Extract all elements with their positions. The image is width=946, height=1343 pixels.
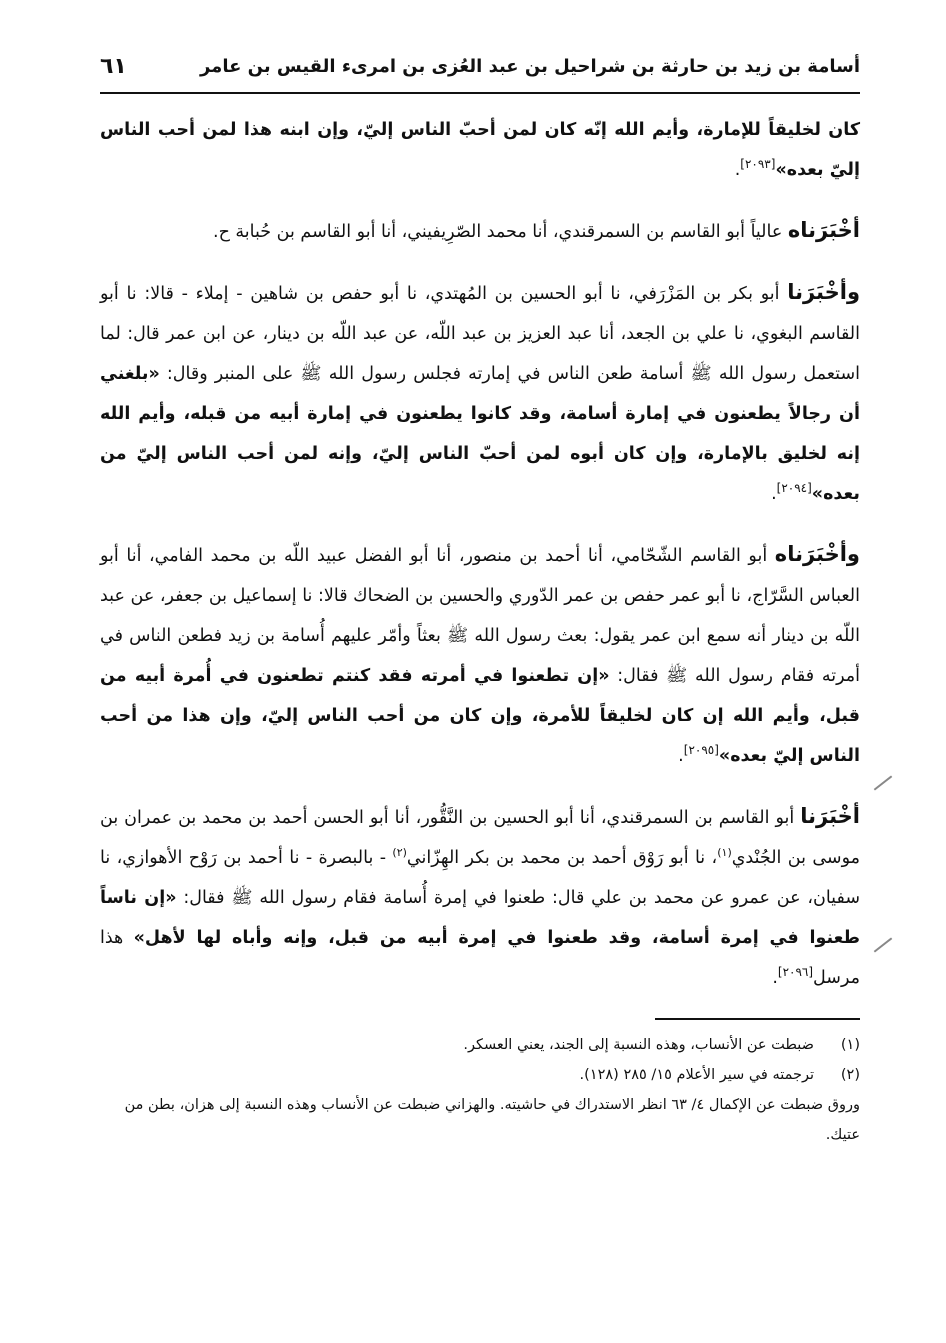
- isnad-text: أبو القاسم الشّحّامي، أنا أحمد بن منصور، أنا أبو الفضل عبيد اللّه بن محمد الفامي، أنا أبو العباس السَّرّاج، نا أبو عمر حفص بن عمر الدّوري والحسين بن الضحاك قالا: نا إسماعيل بن جعفر، عن عبد اللّه بن دينار أنه سمع ابن عمر يقول: بعث رسول الله ﷺ بعثاً وأمّر عليهم أُسامة بن زيد فطعن الناس في أمرته فقام رسول الله ﷺ فقال:: [100, 546, 860, 686]
- paragraph-end: .: [734, 160, 741, 180]
- footnote-text: ترجمته في سير الأعلام ١٥/ ٢٨٥ (١٢٨).: [579, 1067, 814, 1083]
- hadith-text: كان لخليقاً للإمارة، وأيم الله إنّه كان لمن أحبّ الناس إليّ، وإن ابنه هذا لمن أحب الناس إليّ بعده»: [100, 120, 860, 180]
- margin-pencil-mark: [874, 937, 893, 952]
- page-number: ٦١: [100, 54, 127, 79]
- footnotes: [100, 1030, 860, 1150]
- body-text: [100, 110, 860, 998]
- footnote-continuation: وروق ضبطت عن الإكمال ٤/ ٦٣ انظر الاستدراك في حاشيته. والهزاني ضبطت عن الأنساب وهذه النسبة إلى هزان، بطن من عتيك.: [124, 1097, 860, 1143]
- isnad-lead: أخْبَرَناه: [787, 218, 860, 242]
- footnote-marker-2: (٢): [392, 846, 407, 860]
- paragraph-5: [100, 796, 860, 998]
- isnad-text: أبو القاسم بن السمرقندي، أنا أبو الحسين بن النَّقُّور، أنا أبو الحسن أحمد بن محمد بن عمران بن موسى بن الجُنْدي: [100, 808, 861, 868]
- paragraph-end: .: [678, 746, 684, 766]
- paragraph-2: [100, 210, 860, 252]
- isnad-lead: أخْبَرَنا: [800, 804, 860, 828]
- isnad-lead: وأخْبَرَنا: [787, 280, 860, 304]
- grading-text: هذا مرسل: [100, 928, 860, 988]
- hadith-text: «إن ناساً طعنوا في إمرة أسامة، وقد طعنوا في إمرة أبيه من قبل، وإنه وأباه لها لأهل»: [100, 888, 861, 948]
- hadith-ref: [٢٠٩٤]: [776, 481, 812, 496]
- paragraph-3: [100, 272, 860, 514]
- paragraph-end: .: [772, 968, 778, 988]
- footnote-1: [100, 1030, 860, 1060]
- hadith-text: «إن تطعنوا في أمرته فقد كنتم تطعنون في أُمرة أبيه من قبل، وأيم الله إن كان لخليقاً للأمرة، وإن كان من أحب الناس إليّ، وإن هذا من أحب الناس إليّ بعده»: [100, 666, 860, 766]
- paragraph-end: .: [771, 484, 777, 504]
- isnad-text: ، نا أبو رَوْق أحمد بن محمد بن بكر الهِزّاني: [406, 848, 718, 868]
- isnad-text: أبو بكر بن المَزْرَفي، نا أبو الحسين بن المُهتدي، نا أبو حفص بن شاهين - إملاء - قالا: نا أبو القاسم البغوي، نا علي بن الجعد، أنا عبد العزيز بن عبد اللّه، عن عبد اللّه بن دينار، عن ابن عمر قال: لما استعمل رسول الله ﷺ أسامة طعن الناس في إمارته فجلس رسول الله ﷺ على المنبر وقال:: [100, 284, 860, 384]
- margin-pencil-mark: [874, 775, 893, 790]
- hadith-text: «بلغني أن رجالاً يطعنون في إمارة أسامة، وقد كانوا يطعنون في إمارة أبيه من قبله، وأيم الله إنه لخليق بالإمارة، وإن كان أبوه لمن أحبّ الناس إليّ، وإنه لمن أحب الناس إليّ من بعده»: [100, 364, 860, 504]
- document-page: [100, 40, 860, 1300]
- footnote-marker-1: (١): [717, 846, 732, 860]
- isnad-text: - بالبصرة - نا أحمد بن رَوْح الأهوازي، نا سفيان، عن عمرو عن محمد بن علي قال: طعنوا في إمرة أُسامة فقام رسول الله ﷺ فقال:: [100, 848, 860, 908]
- footnote-text: ضبطت عن الأنساب، وهذه النسبة إلى الجند، يعني العسكر.: [463, 1037, 814, 1053]
- footnote-divider: [655, 1018, 860, 1020]
- footnote-number: (٢): [840, 1067, 860, 1083]
- footnote-2: [100, 1060, 860, 1090]
- page-header: [100, 40, 860, 94]
- footnote-number: (١): [840, 1037, 860, 1053]
- hadith-ref: [٢٠٩٥]: [683, 743, 719, 758]
- hadith-ref: [٢٠٩٣]: [740, 157, 776, 172]
- running-title: أسامة بن زيد بن حارثة بن شراحيل بن عبد العُزى بن امرىء القيس بن عامر: [199, 56, 860, 77]
- hadith-ref: [٢٠٩٦]: [777, 965, 814, 980]
- paragraph-4: [100, 534, 860, 776]
- isnad-lead: وأخْبَرَناه: [774, 542, 860, 566]
- paragraph-1: [100, 110, 860, 190]
- isnad-text: عالياً أبو القاسم بن السمرقندي، أنا محمد الصّرِيفيني، أنا أبو القاسم بن حُبابة ح.: [213, 222, 788, 242]
